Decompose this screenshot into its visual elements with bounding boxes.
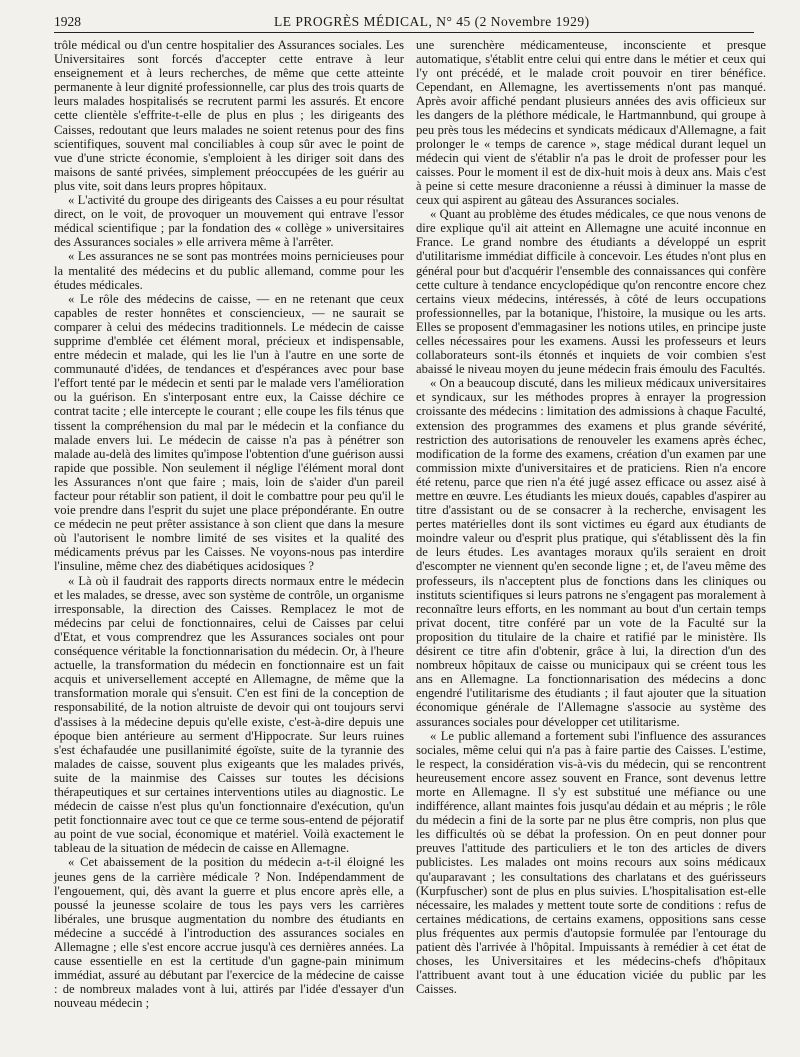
paragraph: trôle médical ou d'un centre hospitalier des Assurances sociales. Les Universitaires sont forcés d'accepter cette entrave à leur enseignement et à leurs recherches, de même que cette atteinte permanente à leur dignité professionnelle, car plus des trois quarts de leurs malades hospitalisés se recrutent parmi les assurés. Et encore cette clientèle s'effrite-t-elle de plus en plus ; les dirigeants des Caisses, redoutant que leurs malades ne soient retenus pour des fins scientifiques, souvent mal conciliables à coup sûr avec le point de vue d'une stricte économie, s'emploient à les diriger soit dans des maisons de santé privées, simplement préoccupées de les guérir au plus vite, soit dans leurs propres hôpitaux.	[54, 38, 404, 193]
paragraph: « Quant au problème des études médicales, ce que nous venons de dire explique qu'il ait atteint en Allemagne une acuité inconnue en France. Le grand nombre des étudiants a développé un esprit d'utilitarisme immédiat difficile à concevoir. Les études n'ont plus en général pour but d'acquérir l'ensemble des connaissances qui confère cette culture à tendance encyclopédique qu'on rencontre encore chez certains vieux médecins, intéressés, à côté de leurs occupations professionnelles, par la botanique, l'histoire, la musique ou les arts. Elles se proposent d'emmagasiner les notions utiles, en principe juste celles nécessaires pour les examens. Aussi les professeurs et leurs collaborateurs sont-ils étonnés et inquiets de voir combien s'est abaissé le niveau moyen du jeune médecin frais émoulu des Facultés.	[416, 207, 766, 377]
running-head: LE PROGRÈS MÉDICAL, N° 45 (2 Novembre 1929)	[274, 14, 590, 29]
paragraph: une surenchère médicamenteuse, inconsciente et presque automatique, s'établit entre celui qui entre dans le métier et ceux qui l'y ont précédé, et le malade croit pouvoir en tirer bénéfice. Cependant, en Allemagne, les avertissements n'ont pas manqué. Après avoir affiché pendant plusieurs années des avis officieux sur les dangers de la pléthore médicale, le Hartmannbund, qui groupe à peu près tous les médecins et syndicats médicaux d'Allemagne, a fait prolonger le « temps de carence », stage médical durant lequel un médecin qui vient de s'établir n'a pas le droit de professer pour les caisses. Pour le moment il est de dix-huit mois à deux ans. Mais c'est à peine si cette mesure draconienne a réussi à diminuer la masse de ceux qui aspirent au gâteau des Assurances sociales.	[416, 38, 766, 208]
paragraph: « Là où il faudrait des rapports directs normaux entre le médecin et les malades, se dresse, avec son système de contrôle, un organisme irresponsable, la direction des Caisses. Remplacez le mot de médecins par celui de fonctionnaires, celui de Caisses par celui d'Etat, et vous comprendrez que les Assurances sociales ont pour conséquence véritable la fonctionnarisation du médecin. Or, à l'heure actuelle, la transformation du médecin en fonctionnaire est un fait acquis et universellement accepté en Allemagne, de même que la transformation morale qui s'ensuit. C'en est fini de la conception de responsabilité, de la notion altruiste de devoir qui ont toujours servi d'assises à la médecine depuis qu'elle existe, c'est-à-dire depuis une époque bien antérieure au serment d'Hippocrate. Sur leurs ruines s'est échafaudée une pusillanimité égoïste, suite de la tyrannie des malades de caisse, souvent plus exigeants que les malades privés, suite de la mainmise des Caisses sur toutes les décisions thérapeutiques et sur certaines interventions utiles au diagnostic. Le médecin de caisse n'est plus qu'un fonctionnaire d'exécution, qu'un petit fonctionnaire avec tout ce que ce terme sous-entend de péjoratif au point de vue social, économique et matériel. Voilà exactement le tableau de la situation de médecin de caisse en Allemagne.	[54, 573, 404, 856]
page-number: 1928	[54, 14, 81, 29]
paragraph: « Le rôle des médecins de caisse, — en ne retenant que ceux capables de rester honnêtes et consciencieux, — ne saurait se comparer à celui des médecins traditionnels. Le médecin de caisse supprime d'emblée cet élément moral, précieux et indispensable, entre médecin et malade, qui les lie l'un à l'autre en une sorte de communauté d'idées, de tendances et d'espérances avec pour base l'effort tenté par le médecin et senti par le malade vers l'amélioration ou la guérison. En s'interposant entre eux, la Caisse déchire ce contrat tacite ; elle intercepte le courant ; elle coupe les fils ténus que tissent la compréhension du mal par le médecin et la confiance du malade envers lui. Le médecin de caisse n'a pas à pénétrer son malade au-delà des limites qu'impose l'obtention d'une guérison aussi rapide que possible. Non seulement il néglige l'élément moral dont les Assurances n'ont que faire ; mais, loin de s'aider d'un pareil facteur pour rétablir son patient, il doit le combattre pour peu qu'il le voie prendre dans l'esprit du sujet une place prépondérante. En outre ce médecin ne peut prêter assistance à son client que dans la mesure où l'autorisent le nombre limité de ses visites et la qualité des médicaments prévus par les Caisses. Ne voyons-nous pas interdire l'insuline, même chez des diabétiques acidosiques ?	[54, 291, 404, 574]
paragraph: « Les assurances ne se sont pas montrées moins pernicieuses pour la mentalité des médecins et du public allemand, comme pour les études médicales.	[54, 249, 404, 292]
right-column	[416, 38, 766, 996]
paragraph: « On a beaucoup discuté, dans les milieux médicaux universitaires et syndicaux, sur les méthodes propres à enrayer la progression croissante des médecins : limitation des admissions à chaque Faculté, extension des programmes des examens et plus grande sévérité, restriction des autorisations de renouveler les examens après échec, modification de la forme des examens, création d'un examen par une commission mixte d'universitaires et de praticiens. Rien n'a encore été retenu, parce que rien n'a été jugé assez efficace ou assez aisé à mettre en œuvre. Les étudiants les mieux doués, capables d'aspirer au titre d'assistant ou de se consacrer à la recherche, envisagent les pertes matérielles dont ils sont victimes eu égard aux étudiants de moindre valeur ou d'esprit plus pratique, qui s'établissent dès la fin de leurs études. Les avantages moraux qu'ils seraient en droit d'escompter ne viennent qu'en seconde ligne ; et, de l'aveu même des professeurs, ils n'acceptent plus de fonctions dans les cliniques ou instituts scientifiques si leurs patrons ne s'engagent pas moralement à reconnaître leurs efforts, en les nommant au bout d'un certain temps privat docent, titre conféré par un vote de la Faculté sur la proposition du titulaire de la chaire et ratifié par le ministère. Ils désirent ce titre afin d'obtenir, grâce à lui, la direction d'un des nombreux hôpitaux de caisse ou municipaux qui se créent tous les ans en Allemagne. La fonctionnarisation des médecins a donc engendré l'utilitarisme des étudiants ; il faut ajouter que la situation économique générale de l'Allemagne s'associe au système des assurances sociales pour développer cet utilitarisme.	[416, 376, 766, 729]
paragraph: « L'activité du groupe des dirigeants des Caisses a eu pour résultat direct, on le voit, de provoquer un mouvement qui entrave l'essor médical scientifique ; par la fondation des « collège » universitaires des Assurances sociales » elle arrivera même à l'arrêter.	[54, 193, 404, 250]
left-column	[54, 38, 404, 1010]
paragraph: « Le public allemand a fortement subi l'influence des assurances sociales, même celui qui n'a pas à faire partie des Caisses. L'estime, le respect, la considération vis-à-vis du médecin, qui se rencontrent heureusement encore assez souvent en France, sont devenus lettre morte en Allemagne. Il s'y est substitué une méfiance ou une indifférence, allant maintes fois jusqu'au dédain et au mépris ; le rôle du médecin a fini de la sorte par ne plus être compris, non plus que les difficultés où se débat la profession. On en peut donner pour preuves l'attitude des particuliers et le ton des articles de divers publicistes. Les malades ont moins recours aux soins médicaux qu'auparavant ; les consultations des charlatans et des guérisseurs (Kurpfuscher) sont de plus en plus suivies. L'hospitalisation est-elle nécessaire, les malades y mettent toute sorte de conditions : refus de certaines médications, de certains examens, oppositions sans cesse plus fréquentes aux permis d'autopsie formulée par l'entourage du patient dès l'arrivée à l'hôpital. Impuissants à remédier à cet état de choses, les Universitaires et les médecins-chefs d'hôpitaux l'attribuent avant tout à une éducation viciée du public par les Caisses.	[416, 728, 766, 997]
paragraph: « Cet abaissement de la position du médecin a-t-il éloigné les jeunes gens de la carrière médicale ? Non. Indépendamment de l'engouement, qui, dès avant la guerre et plus encore après elle, a poussé la jeunesse scolaire de tous les pays vers les carrières libérales, une brusque augmentation du nombre des étudiants en médecine a succédé à l'introduction des assurances sociales en Allemagne ; elle s'est encore accrue jusqu'à ces dernières années. La cause essentielle en est la certitude d'un gagne-pain minimum immédiat, assuré au débutant par l'exercice de la médecine de caisse : de nombreux malades vont à lui, attirés par l'idée d'essayer d'un nouveau médecin ;	[54, 855, 404, 1011]
page-header	[54, 14, 754, 33]
